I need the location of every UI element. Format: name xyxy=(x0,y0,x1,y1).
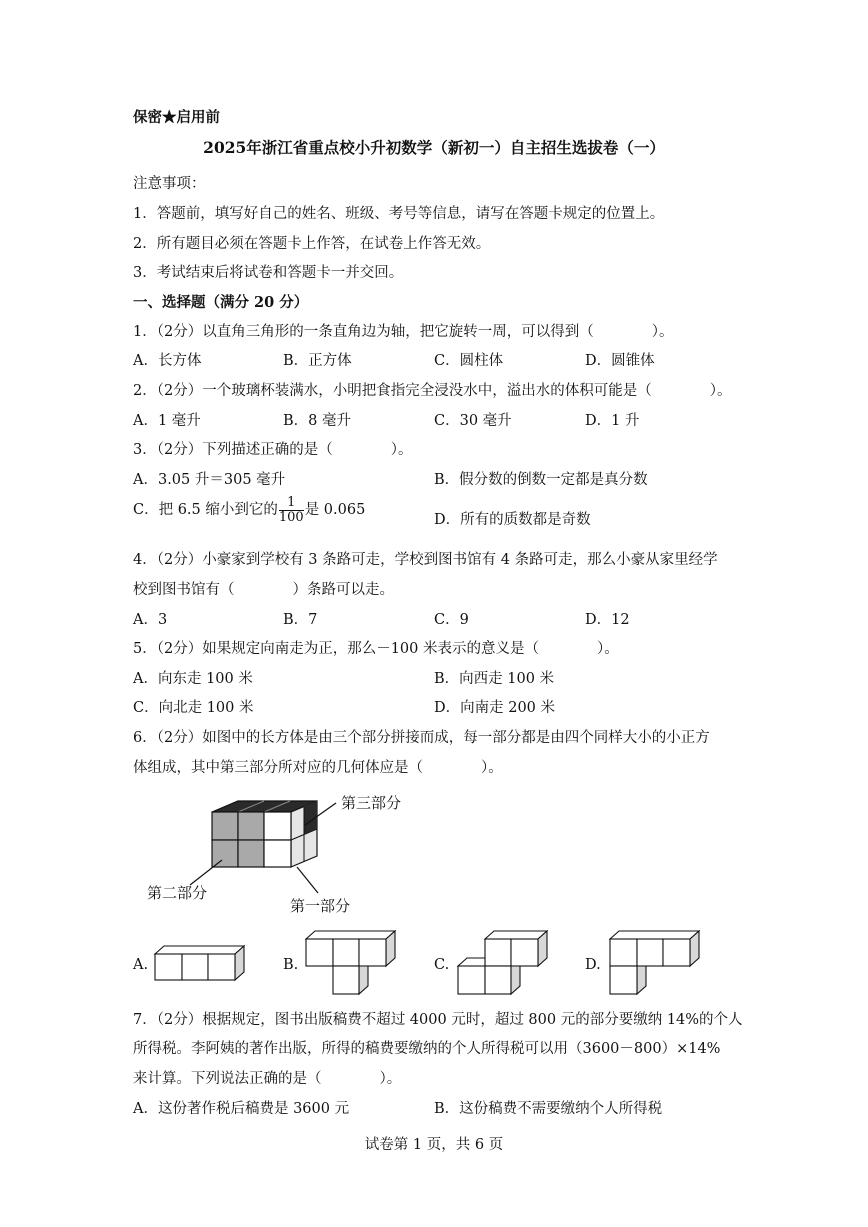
option-d: D．1 升 xyxy=(585,413,640,429)
option-d: D．向南走 200 米 xyxy=(434,700,556,716)
option-c: C．圆柱体 xyxy=(434,353,504,369)
question-stem: 5．（2分）如果规定向南走为正，那么－100 米表示的意义是（ ）。 xyxy=(133,641,619,657)
option-a: A．这份著作税后稿费是 3600 元 xyxy=(133,1101,350,1117)
question-stem-cont: 所得税。李阿姨的著作出版，所得的稿费要缴纳的个人所得税可以用（3600－800）×14% xyxy=(133,1041,721,1057)
question-stem: 1．（2分）以直角三角形的一条直角边为轴，把它旋转一周，可以得到（ ）。 xyxy=(133,324,674,340)
question-stem: 2．（2分）一个玻璃杯装满水，小明把食指完全浸没水中，溢出水的体积可能是（ ）。 xyxy=(133,383,732,399)
note-item: 1．答题前，填写好自己的姓名、班级、考号等信息，请写在答题卡规定的位置上。 xyxy=(133,206,665,222)
option-b: B．正方体 xyxy=(283,353,352,369)
figure-option-b xyxy=(302,928,402,998)
option-b: B．8 毫升 xyxy=(283,413,351,429)
figure-option-c xyxy=(454,928,554,998)
question-stem: 6．（2分）如图中的长方体是由三个部分拼接而成，每一部分都是由四个同样大小的小正方 xyxy=(133,730,710,746)
option-a: A．长方体 xyxy=(133,353,202,369)
figure-option-d-label: D. xyxy=(585,957,601,973)
label-part-three: 第三部分 xyxy=(341,794,402,812)
option-c: C．9 xyxy=(434,612,469,628)
question-stem-cont: 来计算。下列说法正确的是（ ）。 xyxy=(133,1071,402,1087)
fraction-denominator: 100 xyxy=(278,509,304,525)
notes-heading: 注意事项： xyxy=(133,176,206,192)
fraction xyxy=(279,496,304,524)
figure-option-c-label: C. xyxy=(434,957,450,973)
option-a: A．向东走 100 米 xyxy=(133,671,253,687)
option-b: B．这份稿费不需要缴纳个人所得税 xyxy=(434,1101,663,1117)
option-b: B．假分数的倒数一定都是真分数 xyxy=(434,472,648,488)
figure-option-d xyxy=(606,928,706,998)
option-c: C．向北走 100 米 xyxy=(133,700,254,716)
fraction-numerator: 1 xyxy=(279,496,304,511)
option-d: D．所有的质数都是奇数 xyxy=(434,512,591,528)
option-d: D．圆锥体 xyxy=(585,353,655,369)
question-stem: 7．（2分）根据规定，图书出版稿费不超过 4000 元时，超过 800 元的部分要缴纳 14%的个人 xyxy=(133,1012,743,1028)
option-a: A．3.05 升＝305 毫升 xyxy=(133,472,286,488)
option-c-suffix: 是 0.065 xyxy=(304,502,366,519)
option-a: A．3 xyxy=(133,612,168,628)
figure-option-a xyxy=(150,942,250,982)
question-stem-cont: 校到图书馆有（ ）条路可以走。 xyxy=(133,582,394,598)
page-title: 2025年浙江省重点校小升初数学（新初一）自主招生选拔卷（一） xyxy=(203,138,665,157)
option-a: A．1 毫升 xyxy=(133,413,201,429)
figure-option-a-label: A. xyxy=(133,957,149,973)
option-b: B．向西走 100 米 xyxy=(434,671,555,687)
option-c xyxy=(133,496,365,524)
option-b: B．7 xyxy=(283,612,318,628)
question-stem: 3．（2分）下列描述正确的是（ ）。 xyxy=(133,442,413,458)
note-item: 3．考试结束后将试卷和答题卡一并交回。 xyxy=(133,265,404,281)
page-footer: 试卷第 1 页，共 6 页 xyxy=(364,1137,504,1153)
confidential-mark: 保密★启用前 xyxy=(133,109,220,126)
question-stem: 4．（2分）小豪家到学校有 3 条路可走，学校到图书馆有 4 条路可走，那么小豪从家里经学 xyxy=(133,552,718,568)
label-part-one: 第一部分 xyxy=(290,897,351,915)
question-stem-cont: 体组成，其中第三部分所对应的几何体应是（ ）。 xyxy=(133,760,503,776)
label-part-two: 第二部分 xyxy=(147,884,208,902)
option-c: C．30 毫升 xyxy=(434,413,512,429)
figure-option-b-label: B. xyxy=(283,957,299,973)
section-heading: 一、选择题（满分 20 分） xyxy=(133,294,309,311)
note-item: 2．所有题目必须在答题卡上作答，在试卷上作答无效。 xyxy=(133,236,491,252)
option-c-prefix: C．把 6.5 缩小到它的 xyxy=(133,502,278,519)
option-d: D．12 xyxy=(585,612,630,628)
